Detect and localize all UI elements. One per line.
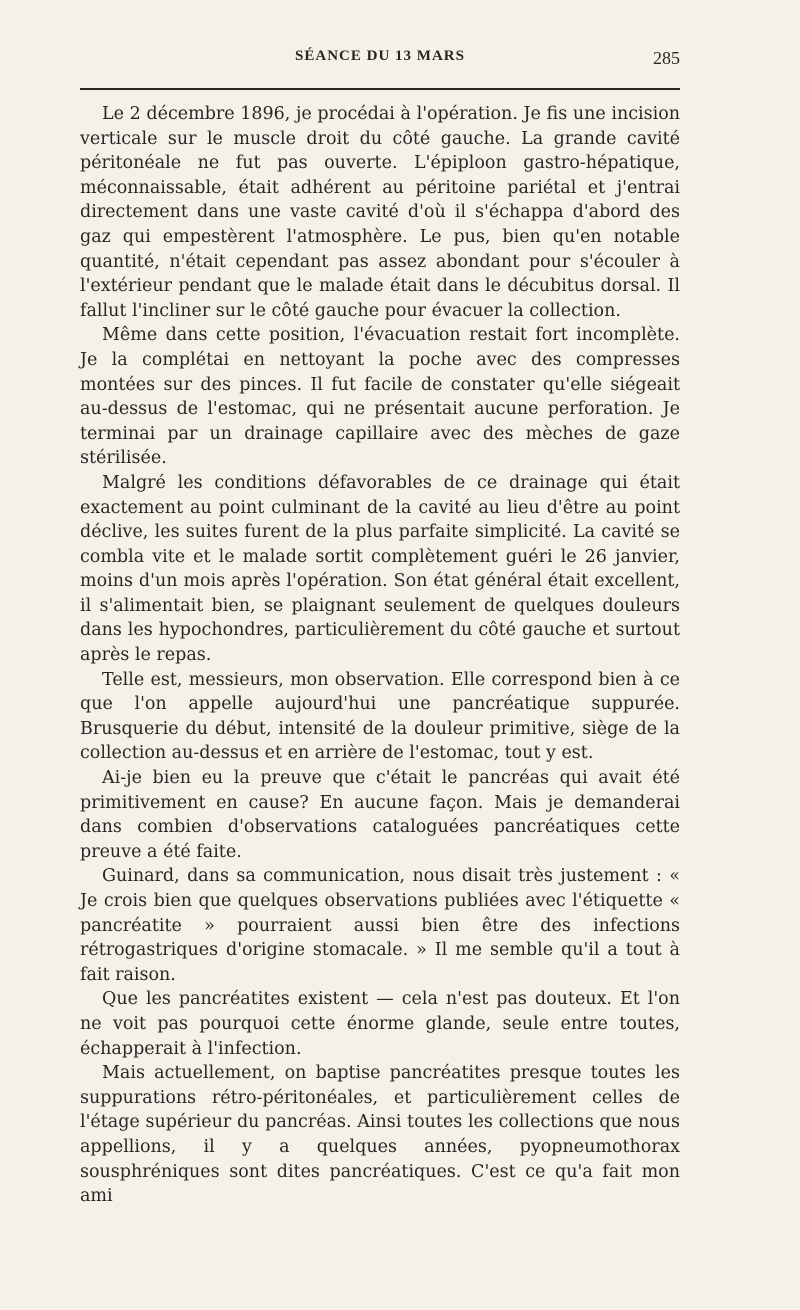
paragraph: Guinard, dans sa communication, nous disait très justement : « Je crois bien que quelques observations publiées avec l'étiquette « pancréatite » pourraient aussi bien être des infections rétrogastriques d'origine stomacale. » Il me semble qu'il a tout à fait raison. [80,866,680,985]
body-text [80,102,680,1209]
paragraph: Telle est, messieurs, mon observation. Elle correspond bien à ce que l'on appelle aujourd'hui une pancréatique suppurée. Brusquerie du début, intensité de la douleur primitive, siège de la collection au-dessus et en arrière de l'estomac, tout y est. [80,669,680,764]
paragraph: Même dans cette position, l'évacuation restait fort incomplète. Je la complétai en nettoyant la poche avec des compresses montées sur des pinces. Il fut facile de constater qu'elle siégeait au-dessus de l'estomac, qui ne présentait aucune perforation. Je terminai par un drainage capillaire avec des mèches de gaze stérilisée. [80,325,680,469]
paragraph: Que les pancréatites existent — cela n'est pas douteux. Et l'on ne voit pas pourquoi cette énorme glande, seule entre toutes, échapperait à l'infection. [80,989,680,1059]
paragraph: Le 2 décembre 1896, je procédai à l'opération. Je fis une incision verticale sur le muscle droit du côté gauche. La grande cavité péritonéale ne fut pas ouverte. L'épiploon gastro-hépatique, méconnaissable, était adhérent au péritoine pariétal et j'entrai directement dans une vaste cavité d'où il s'échappa d'abord des gaz qui empestèrent l'atmosphère. Le pus, bien qu'en notable quantité, n'était cependant pas assez abondant pour s'écouler à l'extérieur pendant que le malade était dans le décubitus dorsal. Il fallut l'incliner sur le côté gauche pour évacuer la collection. [80,104,680,321]
paragraph: Ai-je bien eu la preuve que c'était le pancréas qui avait été primitivement en cause? En aucune façon. Mais je demanderai dans combien d'observations cataloguées pancréatiques cette preuve a été faite. [80,768,680,862]
paragraph: Mais actuellement, on baptise pancréatites presque toutes les suppurations rétro-péritonéales, et particulièrement celles de l'étage supérieur du pancréas. Ainsi toutes les collections que nous appellions, il y a quelques années, pyopneumothorax sousphréniques sont dites pancréatiques. C'est ce qu'a fait mon ami [80,1063,680,1207]
header-rule [80,88,680,90]
running-title: SÉANCE DU 13 MARS [295,48,465,64]
page-number: 285 [653,48,680,68]
running-head [80,48,680,74]
paragraph: Malgré les conditions défavorables de ce drainage qui était exactement au point culminant de la cavité au lieu d'être au point déclive, les suites furent de la plus parfaite simplicité. La cavité se combla vite et le malade sortit complètement guéri le 26 janvier, moins d'un mois après l'opération. Son état général était excellent, il s'alimentait bien, se plaignant seulement de quelques douleurs dans les hypochondres, particulièrement du côté gauche et surtout après le repas. [80,472,680,666]
